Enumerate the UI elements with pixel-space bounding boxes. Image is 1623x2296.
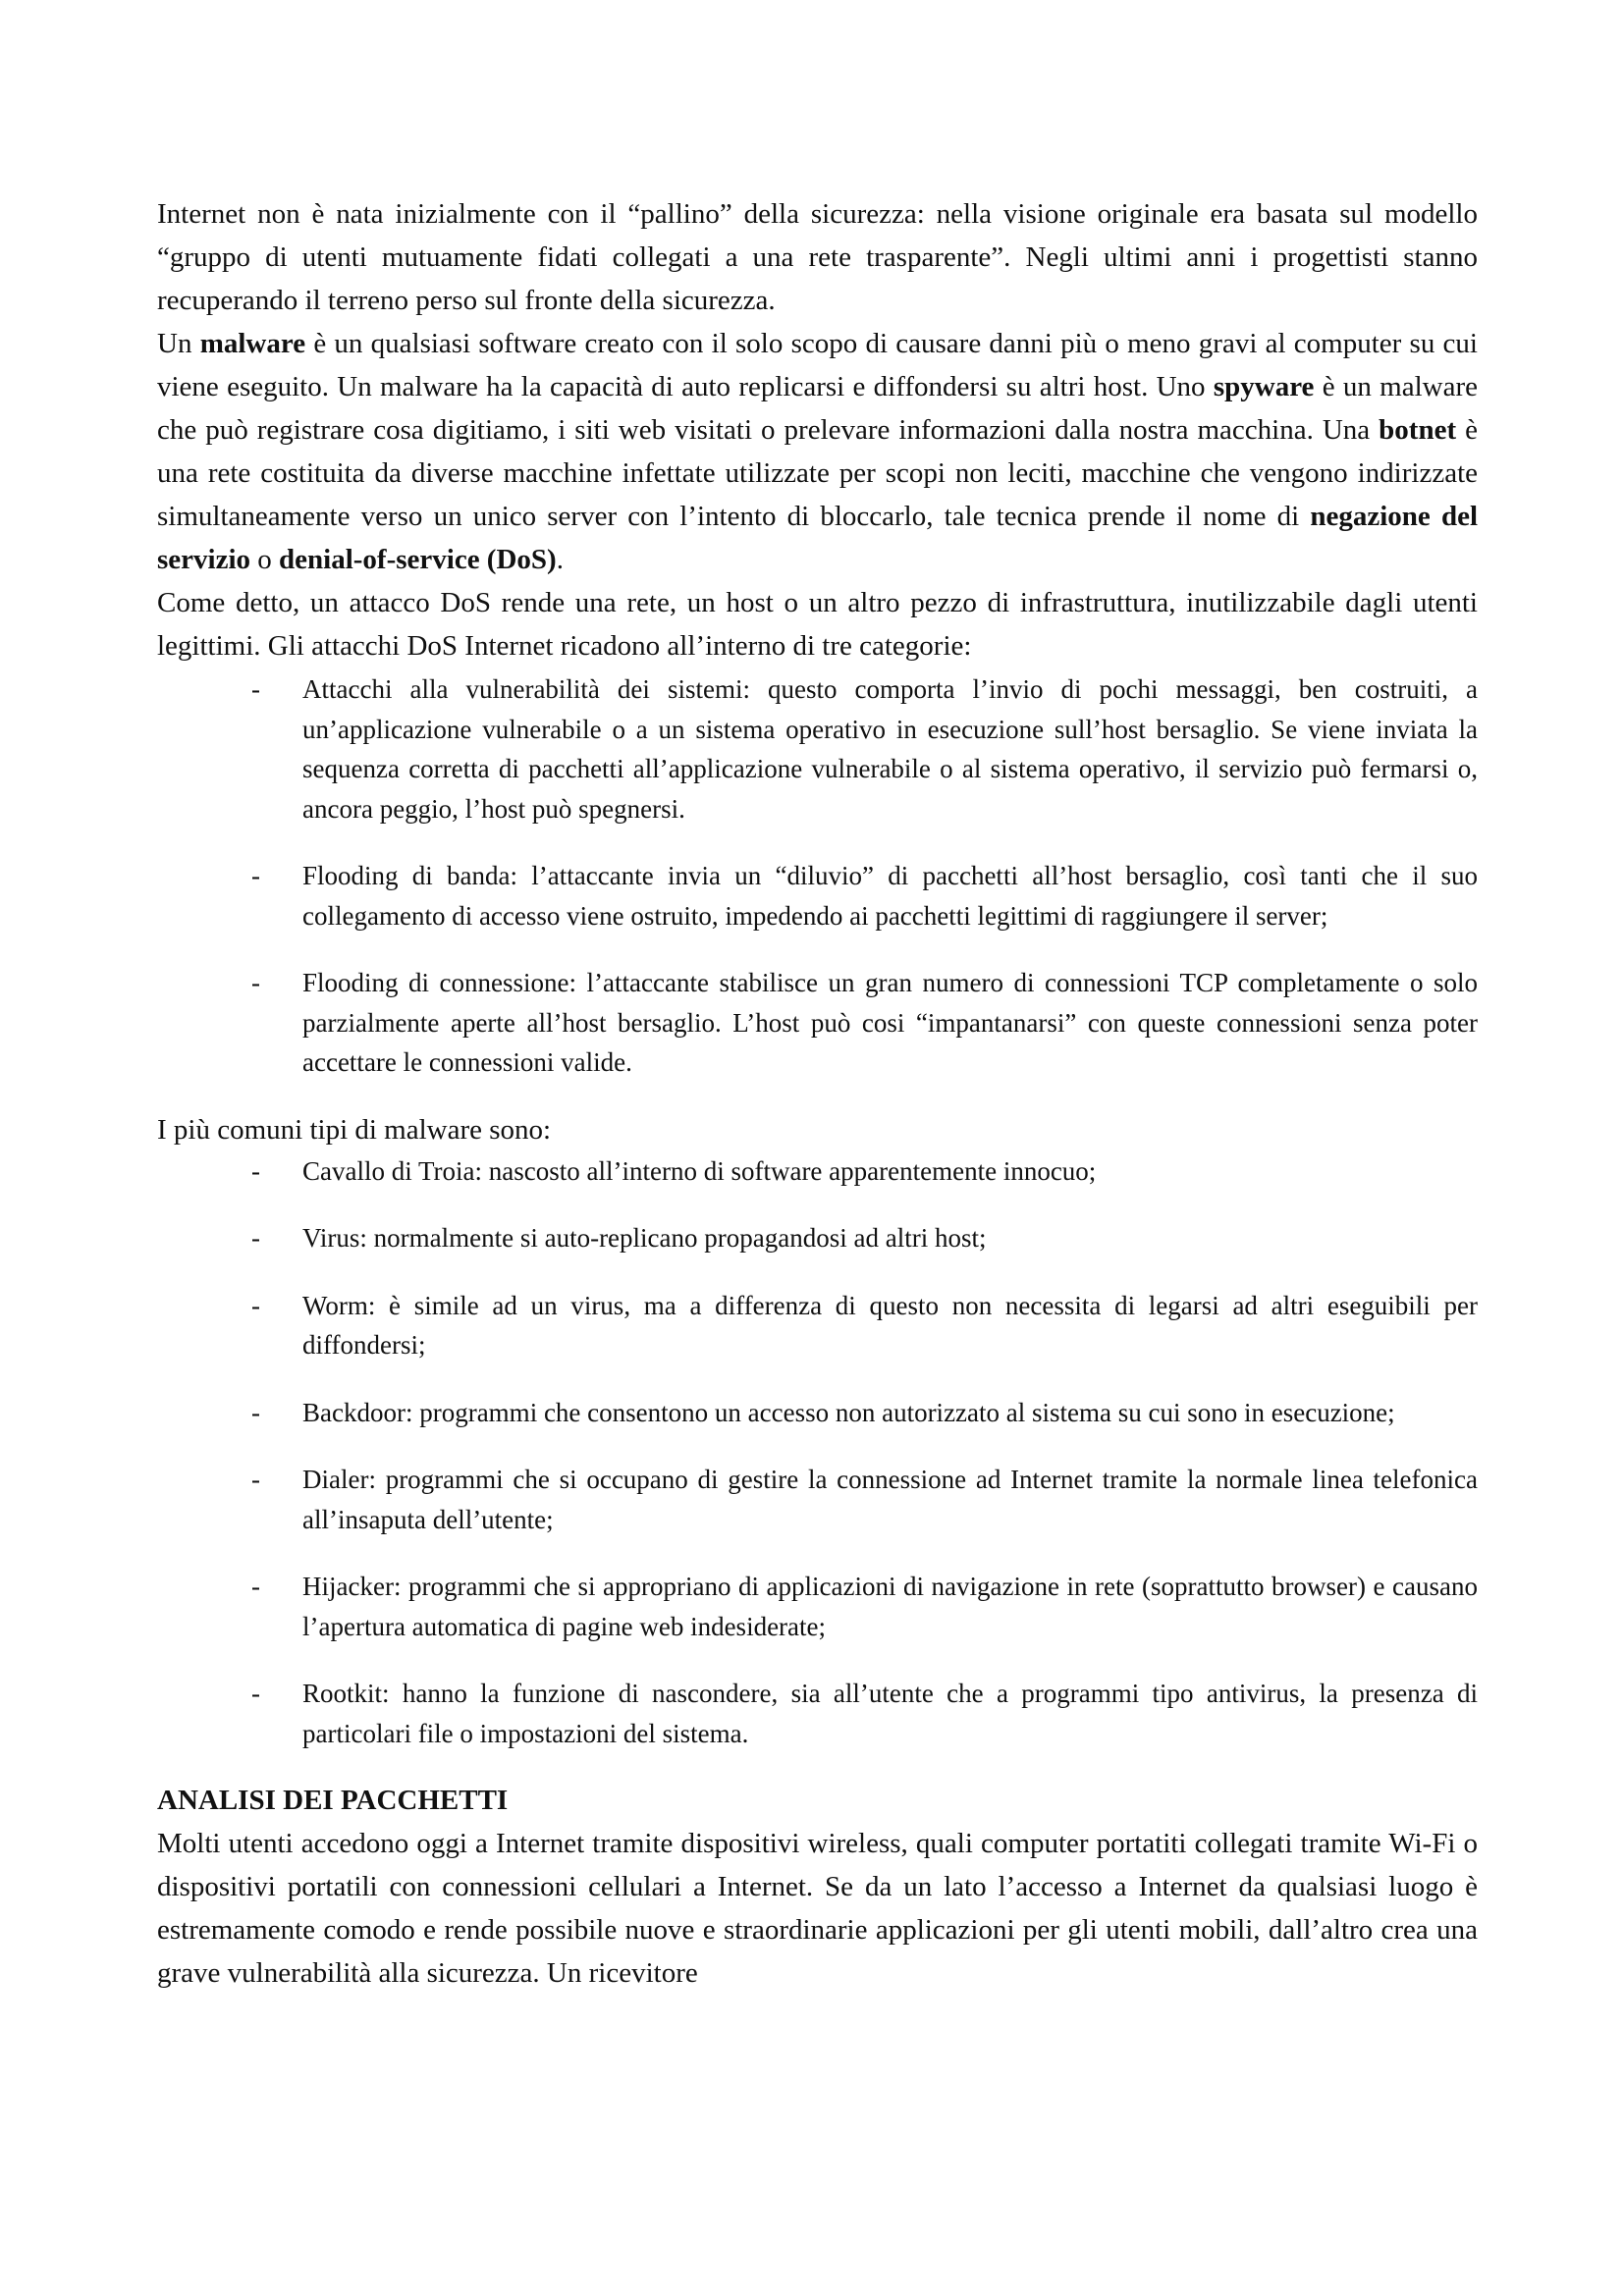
list-item	[157, 1151, 1478, 1192]
term-negazione-del-servizio: negazione del servizio	[157, 501, 1478, 575]
list-item	[157, 1218, 1478, 1258]
term-botnet: botnet	[1379, 414, 1457, 446]
bullet-dash: -	[251, 1572, 260, 1601]
text-run: è un malware che può registrare cosa digitiamo, i siti web visitati o prelevare informazioni dalla nostra macchina. Una	[157, 371, 1478, 446]
list-item-text: Hijacker: programmi che si appropriano di applicazioni di navigazione in rete (soprattutto browser) e causano l’apertura automatica di pagine web indesiderate;	[302, 1572, 1478, 1641]
list-item	[157, 1393, 1478, 1433]
text-run: o	[250, 544, 280, 575]
list-item-text: Dialer: programmi che si occupano di gestire la connessione ad Internet tramite la normale linea telefonica all’insaputa dell’utente;	[302, 1465, 1478, 1534]
list-item-text: Flooding di banda: l’attaccante invia un “diluvio” di pacchetti all’host bersaglio, così tanti che il suo collegamento di accesso viene ostruito, impedendo ai pacchetti legittimi di raggiungere il server;	[302, 861, 1478, 931]
term-denial-of-service: denial-of-service (DoS)	[279, 544, 557, 575]
bullet-dash: -	[251, 1155, 260, 1186]
section-heading: ANALISI DEI PACCHETTI	[157, 1785, 509, 1816]
term-malware: malware	[199, 328, 306, 359]
dos-intro-paragraph: Come detto, un attacco DoS rende una rete, un host o un altro pezzo di infrastruttura, inutilizzabile dagli utenti legittimi. Gli attacchi DoS Internet ricadono all’interno di tre categorie:	[157, 587, 1478, 662]
list-item	[157, 856, 1478, 935]
bullet-dash: -	[251, 1290, 260, 1320]
list-item-text: Cavallo di Troia: nascosto all’interno di software apparentemente innocuo;	[302, 1155, 1097, 1186]
list-item	[157, 1460, 1478, 1539]
bullet-dash: -	[251, 1465, 260, 1494]
bullet-dash: -	[251, 968, 260, 997]
bullet-dash: -	[251, 1397, 260, 1427]
list-item-text: Flooding di connessione: l’attaccante stabilisce un gran numero di connessioni TCP completamente o solo parzialmente aperte all’host bersaglio. L’host può cosi “impantanarsi” con queste connessioni senza poter accettare le connessioni valide.	[302, 968, 1478, 1077]
bullet-dash: -	[251, 861, 260, 890]
bullet-dash: -	[251, 1223, 260, 1253]
dos-categories-list	[157, 669, 1478, 1083]
list-item-text: Attacchi alla vulnerabilità dei sistemi: questo comporta l’invio di pochi messaggi, ben costruiti, a un’applicazione vulnerabile o a un sistema operativo in esecuzione sull’host bersaglio. Se viene inviata la sequenza corretta di pacchetti all’applicazione vulnerabile o al sistema operativo, il servizio può fermarsi o, ancora peggio, l’host può spegnersi.	[302, 674, 1478, 824]
bullet-dash: -	[251, 1679, 260, 1708]
list-item-text: Worm: è simile ad un virus, ma a differenza di questo non necessita di legarsi ad altri eseguibili per diffondersi;	[302, 1290, 1478, 1360]
bullet-dash: -	[251, 674, 260, 704]
text-run: Un	[157, 328, 200, 359]
packet-analysis-paragraph: Molti utenti accedono oggi a Internet tramite dispositivi wireless, quali computer portatiti collegati tramite Wi-Fi o dispositivi portatili con connessioni cellulari a Internet. Se da un lato l’accesso a Internet da qualsiasi luogo è estremamente comodo e rende possibile nuove e straordinarie applicazioni per gli utenti mobili, dall’altro crea una grave vulnerabilità alla sicurezza. Un ricevitore	[157, 1828, 1478, 1989]
term-spyware: spyware	[1213, 371, 1315, 402]
list-item-text: Virus: normalmente si auto-replicano propagandosi ad altri host;	[302, 1223, 987, 1253]
text-run: è una rete costituita da diverse macchine infettate utilizzate per scopi non leciti, macchine che vengono indirizzate simultaneamente verso un unico server con l’intento di bloccarlo, tale tecnica prende il nome di	[157, 414, 1478, 532]
malware-types-intro: I più comuni tipi di malware sono:	[157, 1113, 552, 1146]
malware-definition-paragraph	[157, 322, 1478, 581]
list-item	[157, 1286, 1478, 1365]
list-item	[157, 669, 1478, 828]
list-item-text: Rootkit: hanno la funzione di nascondere, sia all’utente che a programmi tipo antivirus, la presenza di particolari file o impostazioni del sistema.	[302, 1679, 1478, 1748]
list-item	[157, 963, 1478, 1083]
intro-paragraph: Internet non è nata inizialmente con il “pallino” della sicurezza: nella visione originale era basata sul modello “gruppo di utenti mutuamente fidati collegati a una rete trasparente”. Negli ultimi anni i progettisti stanno recuperando il terreno perso sul fronte della sicurezza.	[157, 198, 1478, 316]
text-run: è un qualsiasi software creato con il solo scopo di causare danni più o meno gravi al computer su cui viene eseguito. Un malware ha la capacità di auto replicarsi e diffondersi su altri host. Uno	[157, 328, 1478, 402]
list-item-text: Backdoor: programmi che consentono un accesso non autorizzato al sistema su cui sono in esecuzione;	[302, 1397, 1395, 1427]
list-item	[157, 1567, 1478, 1646]
document-page	[157, 192, 1478, 1995]
list-item	[157, 1674, 1478, 1753]
text-run: .	[556, 544, 564, 575]
malware-types-list	[157, 1151, 1478, 1754]
